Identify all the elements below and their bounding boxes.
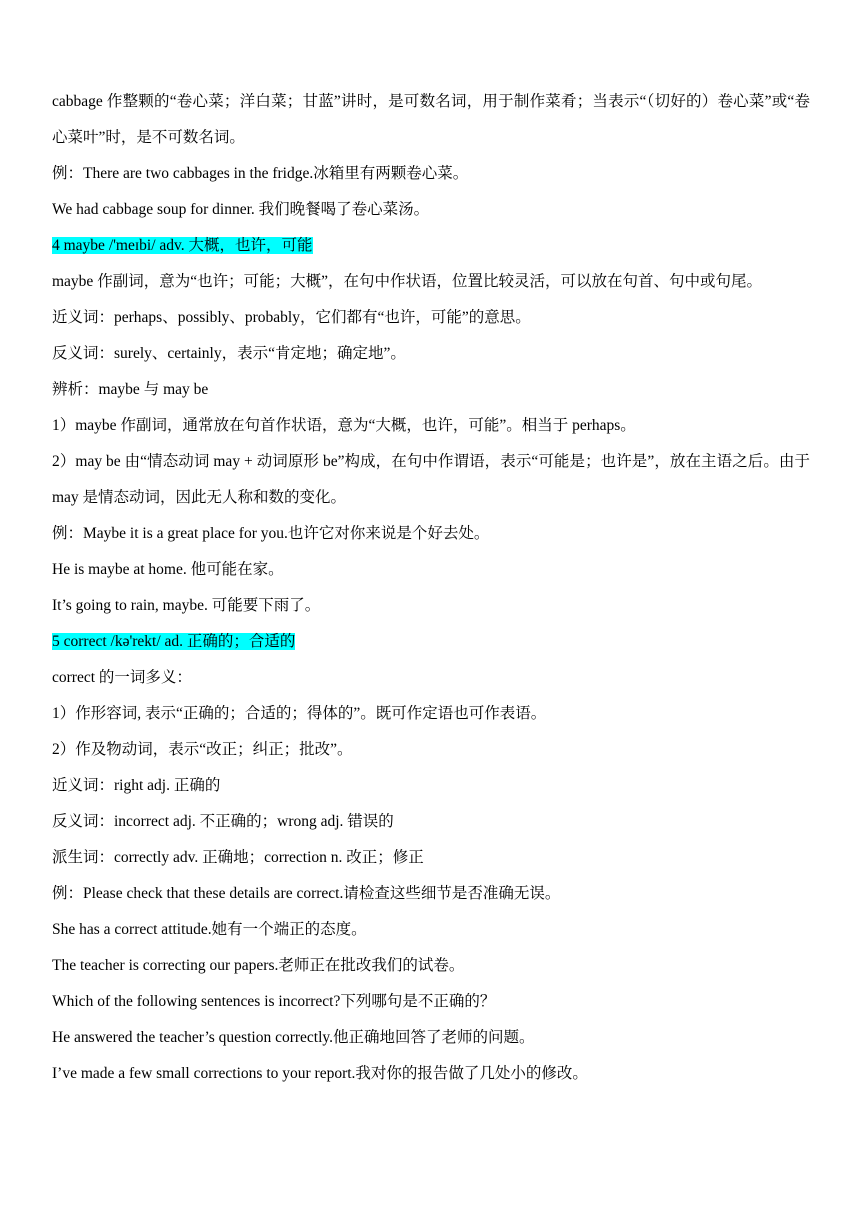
antonyms-correct: 反义词：incorrect adj. 不正确的；wrong adj. 错误的 bbox=[52, 813, 394, 830]
example-maybe-at-home: He is maybe at home. 他可能在家。 bbox=[52, 561, 284, 578]
heading-maybe-text: 4 maybe /'meɪbi/ adv. 大概，也许，可能 bbox=[52, 237, 313, 254]
example-cabbages-fridge: 例：There are two cabbages in the fridge.冰箱里有两颗卷心菜。 bbox=[52, 165, 469, 182]
distinction-heading: 辨析：maybe 与 may be bbox=[52, 381, 209, 398]
heading-correct bbox=[52, 624, 810, 660]
paragraph-cabbage-usage: cabbage 作整颗的“卷心菜；洋白菜；甘蓝”讲时，是可数名词，用于制作菜肴；当表示“（切好的）卷心菜”或“卷心菜叶”时，是不可数名词。 bbox=[52, 93, 810, 146]
example-small-corrections: I’ve made a few small corrections to your report.我对你的报告做了几处小的修改。 bbox=[52, 1065, 588, 1082]
antonyms-maybe: 反义词：surely、certainly，表示“肯定地；确定地”。 bbox=[52, 345, 406, 362]
example-going-to-rain: It’s going to rain, maybe. 可能要下雨了。 bbox=[52, 597, 321, 614]
example-correcting-papers: The teacher is correcting our papers.老师正在批改我们的试卷。 bbox=[52, 957, 465, 974]
example-cabbage-soup: We had cabbage soup for dinner. 我们晚餐喝了卷心菜汤。 bbox=[52, 201, 430, 218]
example-incorrect-sentence: Which of the following sentences is incorrect?下列哪句是不正确的？ bbox=[52, 993, 496, 1010]
document-page bbox=[52, 84, 810, 1092]
synonyms-maybe: 近义词：perhaps、possibly、probably，它们都有“也许，可能”的意思。 bbox=[52, 309, 531, 326]
correct-meanings-intro: correct 的一词多义： bbox=[52, 669, 192, 686]
example-maybe-great-place: 例：Maybe it is a great place for you.也许它对你来说是个好去处。 bbox=[52, 525, 490, 542]
correct-meaning-1: 1）作形容词, 表示“正确的；合适的；得体的”。既可作定语也可作表语。 bbox=[52, 705, 547, 722]
paragraph-maybe-usage: maybe 作副词，意为“也许；可能；大概”，在句中作状语，位置比较灵活，可以放在句首、句中或句尾。 bbox=[52, 273, 762, 290]
example-check-details: 例：Please check that these details are correct.请检查这些细节是否准确无误。 bbox=[52, 885, 561, 902]
correct-meaning-2: 2）作及物动词，表示“改正；纠正；批改”。 bbox=[52, 741, 353, 758]
synonyms-correct: 近义词：right adj. 正确的 bbox=[52, 777, 221, 794]
example-correct-attitude: She has a correct attitude.她有一个端正的态度。 bbox=[52, 921, 367, 938]
derivatives-correct: 派生词：correctly adv. 正确地；correction n. 改正；修正 bbox=[52, 849, 424, 866]
distinction-point-2: 2）may be 由“情态动词 may + 动词原形 be”构成，在句中作谓语，表示“可能是；也许是”，放在主语之后。由于 may 是情态动词，因此无人称和数的变化。 bbox=[52, 453, 810, 506]
example-answered-correctly: He answered the teacher’s question correctly.他正确地回答了老师的问题。 bbox=[52, 1029, 535, 1046]
heading-correct-text: 5 correct /kə'rekt/ ad. 正确的；合适的 bbox=[52, 633, 296, 650]
heading-maybe bbox=[52, 228, 810, 264]
distinction-point-1: 1）maybe 作副词，通常放在句首作状语，意为“大概，也许，可能”。相当于 perhaps。 bbox=[52, 417, 636, 434]
